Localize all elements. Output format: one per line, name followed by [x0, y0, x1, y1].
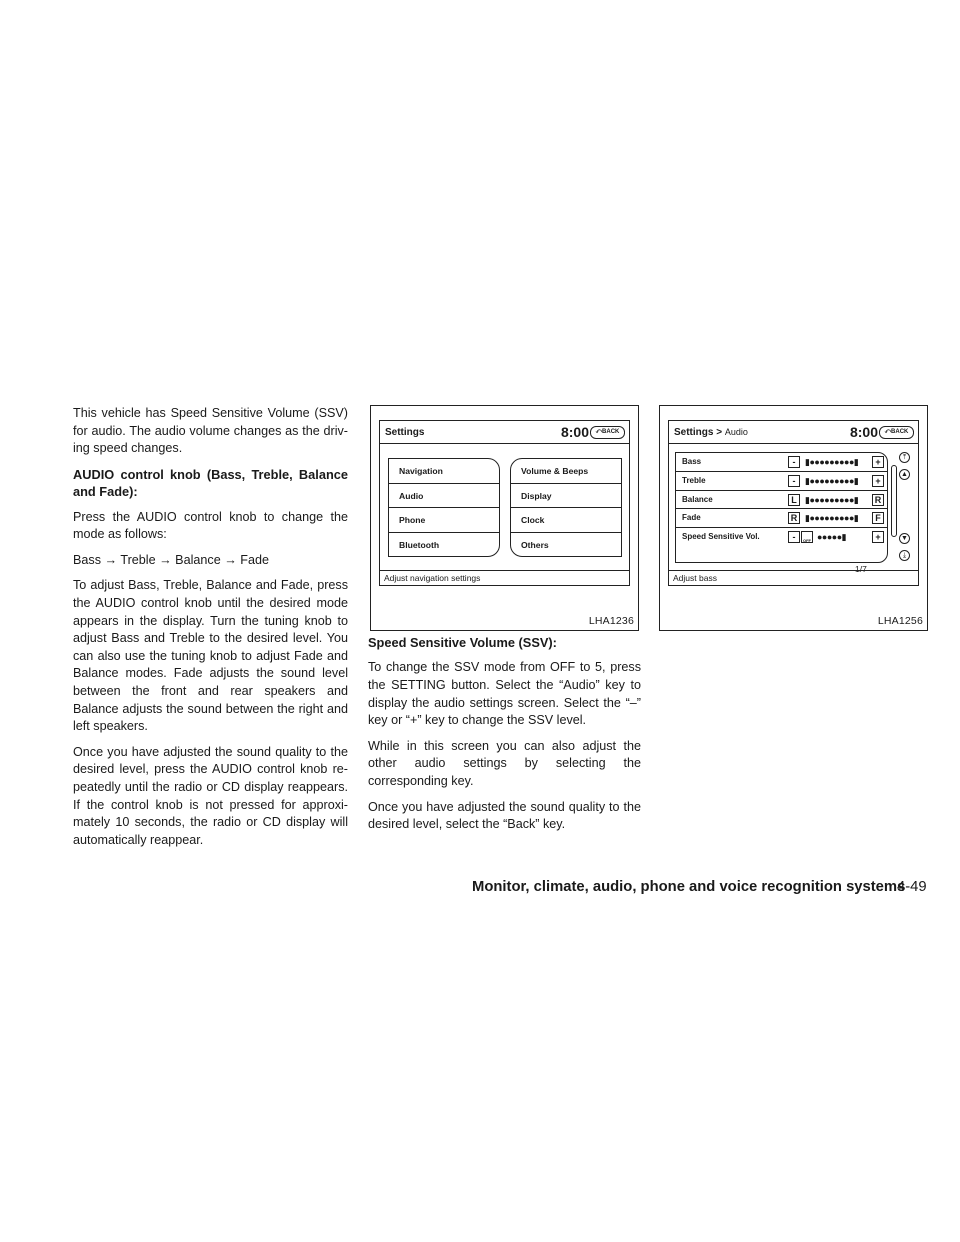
audio-settings-screen [668, 420, 919, 586]
back-key-paragraph: Once you have adjusted the sound quality to the desired level, select the “Back” key. [368, 799, 641, 832]
audio-row-speed-sensitive-vol[interactable]: Speed Sensitive Vol. - OFF ●●●●●▮ + [676, 528, 887, 547]
middle-column [368, 634, 641, 842]
ssv-paragraph: To change the SSV mode from OFF to 5, press the SETTING button. Select the “Audio” key to display the audio settings screen. Select the “–” key or “+” key to change the SSV level. [368, 660, 641, 728]
front-button[interactable]: F [872, 512, 884, 524]
increase-button[interactable]: + [872, 531, 884, 543]
figure-code: LHA1256 [877, 615, 923, 627]
title-divider [380, 443, 629, 444]
off-indicator: OFF [801, 531, 813, 543]
menu-item-bluetooth[interactable]: Bluetooth [399, 539, 440, 550]
scroll-bottom-icon[interactable]: ⤓ [899, 550, 910, 561]
audio-row-balance[interactable]: Balance L ▮●●●●●●●●●▮ R [676, 491, 887, 510]
screen-clock: 8:00 [849, 424, 878, 440]
scroll-top-icon[interactable]: ⤒ [899, 452, 910, 463]
back-arrow-icon: ⤺ [595, 429, 603, 435]
screen-footer: Adjust navigation settings [380, 570, 629, 585]
level-dots: ▮●●●●●●●●●▮ [805, 513, 859, 524]
audio-row-fade[interactable]: Fade R ▮●●●●●●●●●▮ F [676, 509, 887, 528]
mode-paragraph: Press the AUDIO control knob to change the mode as follows: [73, 509, 348, 542]
decrease-button[interactable]: - [788, 475, 800, 487]
scrollbar[interactable] [891, 465, 897, 537]
scroll-up-icon[interactable]: ▲ [899, 469, 910, 480]
menu-item-clock[interactable]: Clock [511, 508, 621, 533]
scroll-down-icon[interactable]: ▼ [899, 533, 910, 544]
menu-item-others[interactable]: Others [521, 539, 549, 550]
audio-row-bass[interactable]: Bass - ▮●●●●●●●●●▮ + [676, 453, 887, 472]
settings-screen-figure [370, 405, 639, 631]
audio-row-treble[interactable]: Treble - ▮●●●●●●●●●▮ + [676, 472, 887, 491]
ssv-heading: Speed Sensitive Volume (SSV): [368, 635, 557, 650]
back-button[interactable]: ⤺BACK [879, 426, 914, 439]
other-settings-paragraph: While in this screen you can also adjust the other audio settings by selecting the corresponding key. [368, 738, 641, 788]
back-button[interactable]: ⤺BACK [590, 426, 625, 439]
screen-footer: Adjust bass [669, 570, 918, 585]
title-divider [669, 443, 918, 444]
increase-button[interactable]: + [872, 456, 884, 468]
figure-code: LHA1236 [588, 615, 634, 627]
intro-paragraph: This vehicle has Speed Sensitive Volume (SSV) for audio. The audio volume changes as the driv-ing speed changes. [73, 406, 348, 456]
menu-item-navigation[interactable]: Navigation [389, 459, 499, 484]
reappear-paragraph: Once you have adjusted the sound quality to the desired level, press the AUDIO control knob re-peatedly until the radio or CD display reappears. If the control knob is not pressed for approxi-mately 10 seconds, the radio or CD display will automatically reappear. [73, 744, 348, 847]
audio-settings-figure [659, 405, 928, 631]
level-dots: ▮●●●●●●●●●▮ [805, 457, 859, 467]
rear-button[interactable]: R [788, 512, 800, 524]
increase-button[interactable]: + [872, 475, 884, 487]
page-number: 4-49 [897, 879, 927, 895]
decrease-button[interactable]: - [788, 456, 800, 468]
back-arrow-icon: ⤺ [884, 429, 892, 435]
adjust-paragraph: To adjust Bass, Treble, Balance and Fade, press the AUDIO control knob until the desired mode appears in the display. Turn the tuning knob to adjust Bass and Treble to the desired level. You can also use the tuning knob to adjust Fade and Balance modes. Fade adjusts the sound level between the front and rear speakers and Balance adjusts the sound between the right and left speakers. [73, 578, 348, 734]
screen-clock: 8:00 [560, 424, 589, 440]
menu-item-phone[interactable]: Phone [389, 508, 499, 533]
settings-screen [379, 420, 630, 586]
section-footer-title: Monitor, climate, audio, phone and voice recognition systems [472, 879, 906, 895]
menu-item-audio[interactable]: Audio [389, 484, 499, 509]
decrease-button[interactable]: - [788, 531, 800, 543]
audio-settings-list [675, 452, 888, 563]
right-button[interactable]: R [872, 494, 884, 506]
ssv-level-dots: ●●●●●▮ [817, 532, 847, 543]
screen-title: Settings [385, 427, 425, 438]
level-dots: ▮●●●●●●●●●▮ [805, 494, 859, 505]
settings-menu-right [510, 458, 622, 557]
page-indicator: 1/7 [855, 564, 867, 574]
mode-sequence: Bass → Treble → Balance → Fade [73, 552, 269, 567]
screen-title: Settings > Audio [674, 427, 748, 438]
settings-menu-left [388, 458, 500, 557]
left-button[interactable]: L [788, 494, 800, 506]
menu-item-display[interactable]: Display [511, 484, 621, 509]
audio-knob-heading: AUDIO control knob (Bass, Treble, Balance and Fade): [73, 466, 348, 500]
level-dots: ▮●●●●●●●●●▮ [805, 475, 859, 486]
menu-item-volume-beeps[interactable]: Volume & Beeps [511, 459, 621, 484]
left-column [73, 405, 348, 857]
